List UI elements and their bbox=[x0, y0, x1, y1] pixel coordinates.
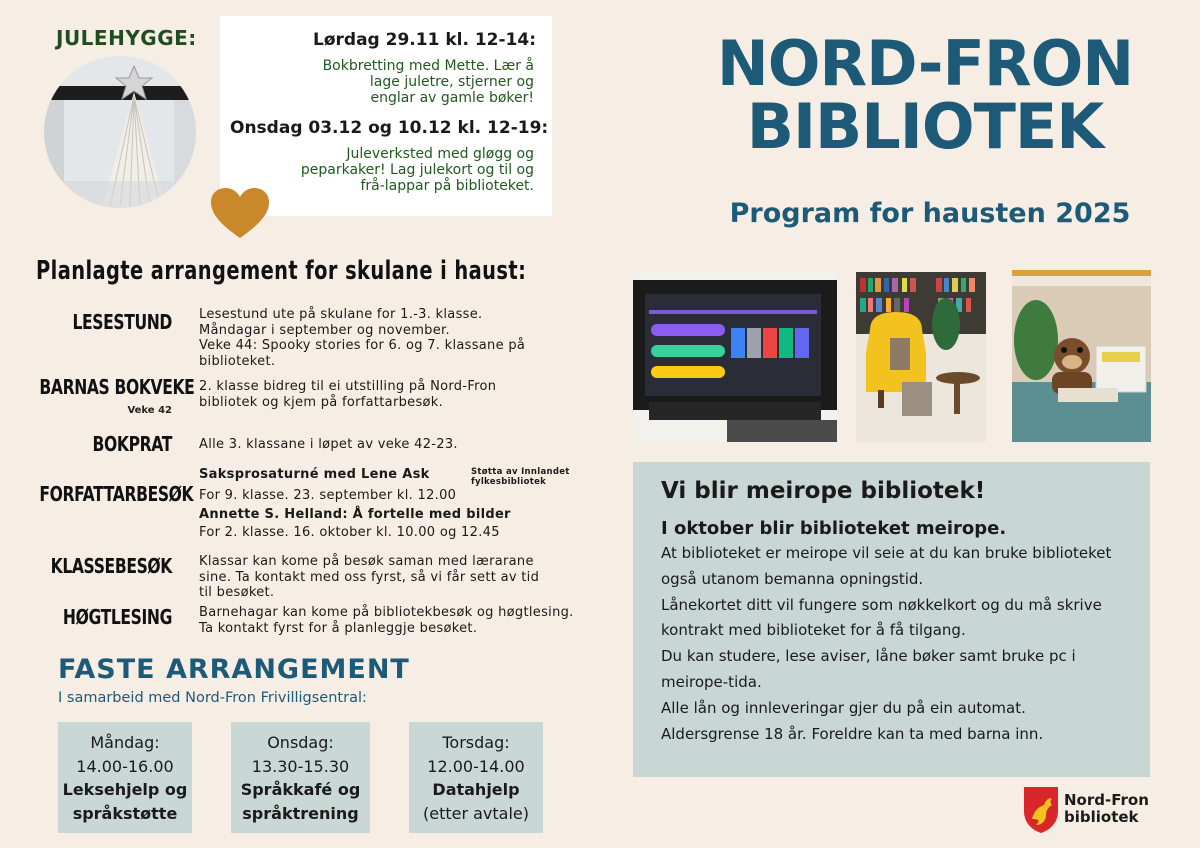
fixed-event-day: Onsdag: bbox=[267, 733, 334, 752]
meirope-line: At biblioteket er meirope vil seie at du kan bruke biblioteket bbox=[661, 544, 1112, 562]
sublabel-veke-42: Veke 42 bbox=[127, 405, 172, 416]
label-bokprat: BOKPRAT bbox=[92, 432, 172, 456]
self-service-kiosk-photo bbox=[633, 272, 837, 442]
label-lesestund: LESESTUND bbox=[72, 310, 172, 334]
meirope-heading: Vi blir meirope bibliotek! bbox=[661, 478, 986, 504]
page-subtitle: Program for hausten 2025 bbox=[729, 198, 1131, 229]
fixed-event-time: 13.30-15.30 bbox=[251, 756, 350, 776]
meirope-info-box bbox=[633, 462, 1150, 777]
desc-forfattarbesok bbox=[199, 467, 599, 541]
desc-klassebesok bbox=[199, 554, 599, 601]
fixed-event-wednesday bbox=[231, 722, 370, 833]
desc-line: biblioteket. bbox=[199, 353, 276, 369]
event2-text: Juleverksted med gløgg og peparkaker! Lag julekort og til og frå-lappar på biblioteket. bbox=[300, 146, 534, 194]
fixed-event-title: språktrening bbox=[242, 803, 359, 823]
author-visit-2-title: Annette S. Helland: Å fortelle med bilder bbox=[199, 506, 511, 522]
desc-line: bibliotek og kjem på forfattarbesøk. bbox=[199, 394, 444, 410]
desc-lesestund bbox=[199, 307, 599, 369]
meirope-line: Aldersgrense 18 år. Foreldre kan ta med barna inn. bbox=[661, 724, 1044, 743]
fixed-event-time: 12.00-14.00 bbox=[427, 756, 525, 776]
label-klassebesok: KLASSEBESØK bbox=[50, 554, 172, 578]
title-line-1: NORD-FRON bbox=[716, 27, 1134, 100]
desc-line: Ta kontakt fyrst for å planleggje besøket. bbox=[199, 620, 478, 636]
label-hogtlesing: HØGTLESING bbox=[62, 605, 172, 629]
author-visit-1-title: Saksprosaturné med Lene Ask bbox=[199, 467, 430, 482]
meirope-line: Alle lån og innleveringar gjer du på ein automat. bbox=[661, 698, 1026, 717]
fixed-event-day: Torsdag: bbox=[442, 733, 510, 752]
desc-bokprat bbox=[199, 437, 599, 453]
logo-line: Nord-Fron bbox=[1064, 791, 1149, 809]
desc-line: Alle 3. klassane i løpet av veke 42-23. bbox=[199, 437, 458, 452]
event1-heading: Lørdag 29.11 kl. 12-14: bbox=[313, 30, 536, 50]
desc-line: til besøket. bbox=[199, 585, 275, 600]
page-title bbox=[640, 27, 1200, 163]
event2-heading: Onsdag 03.12 og 10.12 kl. 12-19: bbox=[230, 118, 549, 138]
book-tree-photo bbox=[44, 56, 196, 208]
desc-line: 2. klasse bidreg til ei utstilling på Nord-Fron bbox=[199, 379, 497, 394]
fixed-event-thursday bbox=[409, 722, 543, 833]
julehygge-title: JULEHYGGE: bbox=[56, 26, 197, 50]
support-note: Støtta av Innlandet fylkesbibliotek bbox=[471, 467, 570, 487]
stuffed-toy-books-photo bbox=[1012, 270, 1151, 442]
author-visit-1-info: For 9. klasse. 23. september kl. 12.00 bbox=[199, 488, 457, 503]
fixed-event-day: Måndag: bbox=[90, 733, 160, 752]
desc-hogtlesing bbox=[199, 605, 599, 636]
desc-line: Veke 44: Spooky stories for 6. og 7. klassane på bbox=[199, 338, 526, 353]
desc-line: sine. Ta kontakt med oss fyrst, så vi får sett av tid bbox=[199, 569, 540, 585]
desc-line: Klassar kan kome på besøk saman med lærarane bbox=[199, 554, 534, 569]
meirope-line: meirope-tida. bbox=[661, 672, 762, 691]
school-events-heading: Planlagte arrangement for skulane i haust: bbox=[36, 256, 527, 286]
fixed-event-title: Leksehjelp og bbox=[62, 780, 188, 799]
desc-barnas-bokveke bbox=[199, 379, 599, 410]
logo-line: bibliotek bbox=[1064, 808, 1139, 826]
fixed-event-time: 14.00-16.00 bbox=[76, 756, 174, 776]
reading-chair-photo bbox=[856, 272, 986, 442]
meirope-subheading: I oktober blir biblioteket meirope. bbox=[661, 518, 1007, 539]
label-forfattarbesok: FORFATTARBESØK bbox=[39, 482, 194, 506]
desc-line: Lesestund ute på skulane for 1.-3. klasse. bbox=[199, 307, 483, 322]
meirope-line: Lånekortet ditt vil fungere som nøkkelkort og du må skrive bbox=[661, 595, 1102, 614]
desc-line: Barnehagar kan kome på bibliotekbesøk og høgtlesing. bbox=[199, 605, 574, 620]
meirope-line: kontrakt med biblioteket for å få tilgang. bbox=[661, 621, 966, 640]
library-logo-text bbox=[1064, 792, 1149, 826]
author-visit-2-info: For 2. klasse. 16. oktober kl. 10.00 og 12.45 bbox=[199, 525, 500, 540]
fixed-events-subheading: I samarbeid med Nord-Fron Frivilligsentral: bbox=[58, 690, 367, 706]
label-barnas-bokveke: BARNAS BOKVEKE bbox=[39, 375, 195, 399]
meirope-line: også utanom bemanna opningstid. bbox=[661, 569, 924, 588]
fixed-event-title: Datahjelp bbox=[432, 780, 520, 799]
meirope-body bbox=[661, 541, 1136, 747]
title-line-2: BIBLIOTEK bbox=[746, 90, 1104, 163]
desc-line: Måndagar i september og november. bbox=[199, 322, 450, 338]
meirope-line: Du kan studere, lese aviser, låne bøker samt bruke pc i bbox=[661, 647, 1076, 666]
fixed-event-title: Språkkafé og bbox=[240, 780, 361, 799]
coat-of-arms-icon bbox=[1022, 785, 1060, 835]
event1-text: Bokbretting med Mette. Lær å lage juletre, stjerner og englar av gamle bøker! bbox=[322, 58, 534, 106]
fixed-event-monday bbox=[58, 722, 192, 833]
fixed-events-heading: FASTE ARRANGEMENT bbox=[58, 654, 410, 685]
heart-icon bbox=[209, 186, 271, 240]
fixed-event-note: (etter avtale) bbox=[422, 803, 530, 823]
fixed-event-title: språkstøtte bbox=[72, 803, 178, 823]
